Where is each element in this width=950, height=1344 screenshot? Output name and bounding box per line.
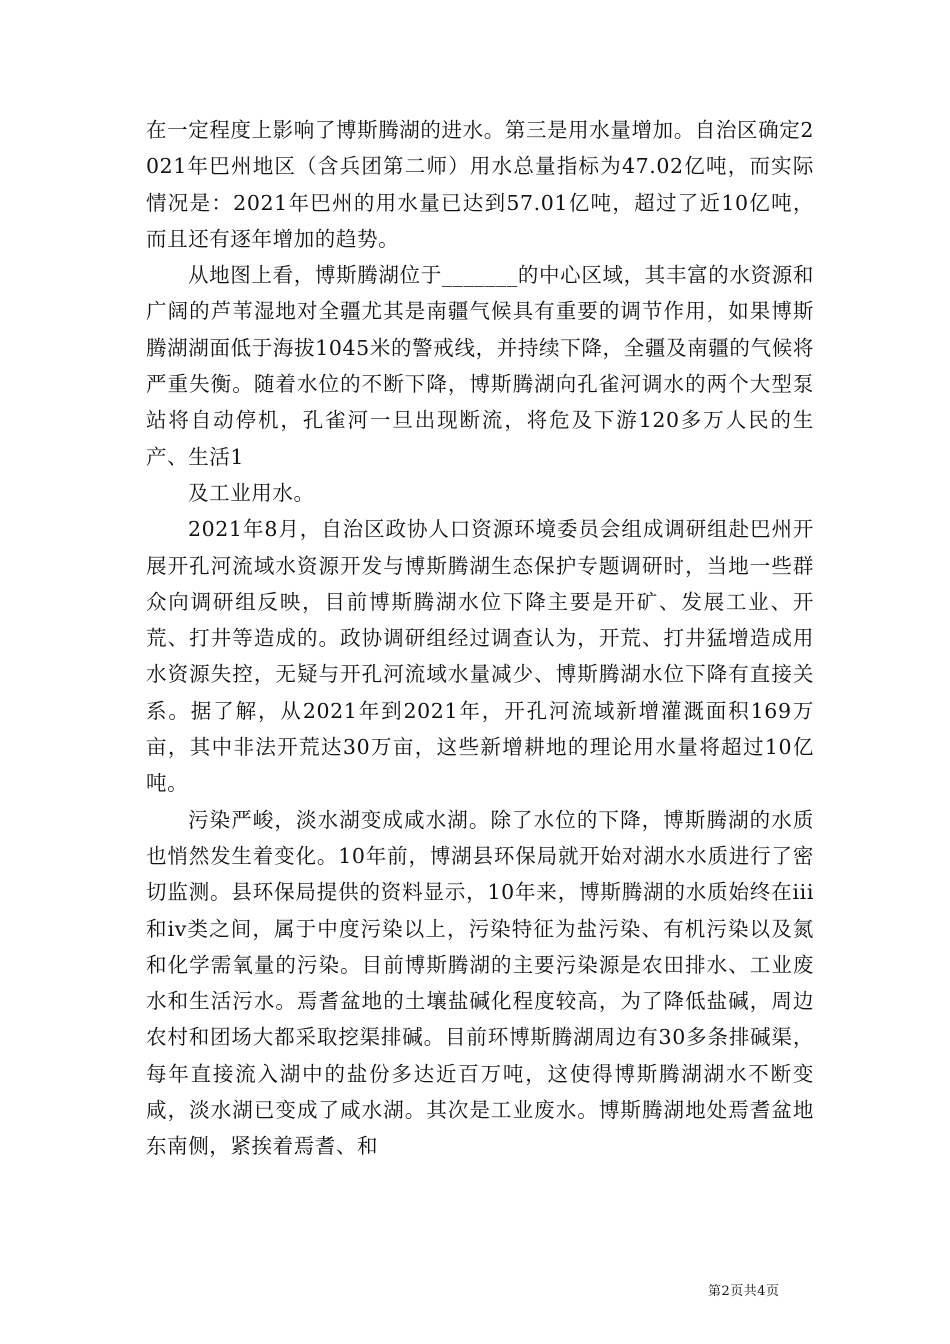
document-body xyxy=(146,112,814,1165)
paragraph-pollution: 污染严峻，淡水湖变成咸水湖。除了水位的下降，博斯腾湖的水质也悄然发生着变化。10年前，博湖县环保局就开始对湖水水质进行了密切监测。县环保局提供的资料显示，10年来，博斯腾湖的水质始终在iii和iv类之间，属于中度污染以上，污染特征为盐污染、有机污染以及氮和化学需氧量的污染。目前博斯腾湖的主要污染源是农田排水、工业废水和生活污水。焉耆盆地的土壤盐碱化程度较高，为了降低盐碱，周边农村和团场大都采取挖渠排碱。目前环博斯腾湖周边有30多条排碱渠，每年直接流入湖中的盐份多达近百万吨，这使得博斯腾湖湖水不断变咸，淡水湖已变成了咸水湖。其次是工业废水。博斯腾湖地处焉耆盆地东南侧，紧挨着焉耆、和 xyxy=(146,807,814,1159)
paragraph-water-usage: 在一定程度上影响了博斯腾湖的进水。第三是用水量增加。自治区确定2021年巴州地区（含兵团第二师）用水总量指标为47.02亿吨，而实际情况是：2021年巴州的用水量已达到57.01亿吨，超过了近10亿吨，而且还有逐年增加的趋势。 xyxy=(146,118,814,251)
paragraph-survey-findings: 2021年8月，自治区政协人口资源环境委员会组成调研组赴巴州开展开孔河流域水资源开发与博斯腾湖生态保护专题调研时，当地一些群众向调研组反映，目前博斯腾湖水位下降主要是开矿、发展工业、开荒、打井等造成的。政协调研组经过调查认为，开荒、打井猛增造成用水资源失控，无疑与开孔河流域水量减少、博斯腾湖水位下降有直接关系。据了解，从2021年到2021年，开孔河流域新增灌溉面积169万亩，其中非法开荒达30万亩，这些新增耕地的理论用水量将超过10亿吨。 xyxy=(146,517,814,796)
paragraph-lake-location: 从地图上看，博斯腾湖位于_______的中心区域，其丰富的水资源和广阔的芦苇湿地对全疆尤其是南疆气候具有重要的调节作用，如果博斯腾湖湖面低于海拔1045米的警戒线，并持续下降，全疆及南疆的气候将严重失衡。随着水位的不断下降，博斯腾湖向孔雀河调水的两个大型泵站将自动停机，孔雀河一旦出现断流，将危及下游120多万人民的生产、生活1 xyxy=(146,263,814,469)
page-number: 第2页共4页 xyxy=(708,1284,780,1299)
paragraph-industrial-water: 及工业用水。 xyxy=(188,480,315,505)
